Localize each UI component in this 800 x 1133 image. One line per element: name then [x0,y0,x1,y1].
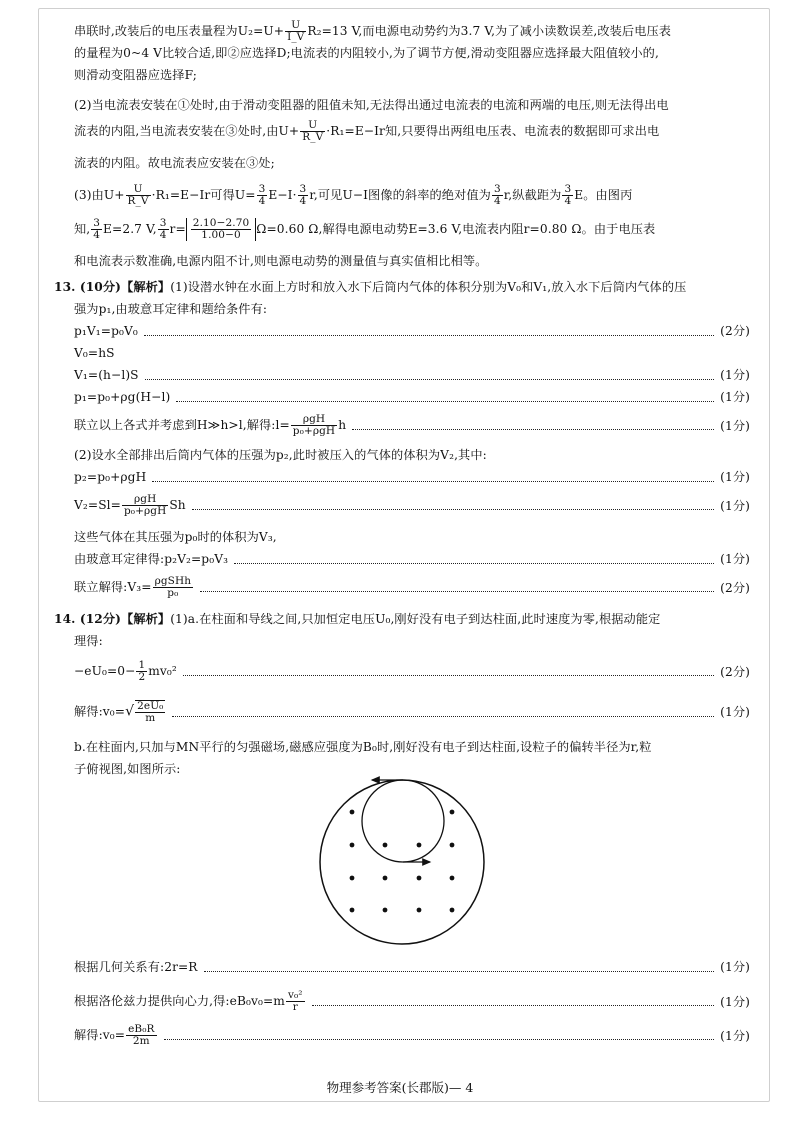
text-line-5: 流表的内阻,当电流表安装在③处时,由U+ $\frac{U}{R\_V}$ ·R₁=E−Ir知,只要得出两组电压表、电流表的数据即可求出电 [74,119,660,143]
text-line: 强为p₁,由玻意耳定律和题给条件有: [74,302,268,316]
equation-row: V₀=hS [74,346,115,360]
equation-row: 解得:v₀=√ $\frac{\text{2eU₀}}{m}$ (1分) [74,700,750,724]
page-footer: 物理参考答案(长郡版)— 4 [326,1080,474,1095]
score: (1分) [720,418,750,433]
score: (2分) [720,664,750,679]
score: (1分) [720,705,750,719]
equation-row: −eU₀=0− $\frac{1}{2}$ mv₀² (2分) [74,659,750,683]
fraction: $\frac{\text{eB₀R}}{2m}$ [128,1023,155,1047]
fraction: $\frac{2.10-2.70}{1.00-0}$ [192,217,250,241]
equation-row: 根据洛伦兹力提供向心力,得:eB₀v₀=m $\frac{\text{v₀²}}{r}$ (1分) [74,989,750,1013]
text-line: 子俯视图,如图所示: [74,762,181,776]
score: (1分) [720,994,750,1009]
equation-row: p₂=p₀+ρgH (1分) [74,470,750,484]
text-line: 这些气体在其压强为p₀时的体积为V₃, [74,530,277,544]
electron-orbit-circle [362,780,444,862]
fraction: $\frac{3}{4}$ [93,217,101,241]
equation-row: 联立解得:V₃= $\frac{\text{ρgSHh}}{\text{p₀}}$ (2分) [74,575,750,599]
fraction: $\frac{\text{ρgSHh}}{\text{p₀}}$ [154,575,192,599]
score: (1分) [720,368,750,382]
score: (1分) [720,470,750,484]
equation-row: V₂=Sl= $\frac{\text{ρgH}}{\text{p₀+ρgH}}$ Sh (1分) [74,493,750,517]
score: (1分) [720,1028,750,1043]
equation-row: 根据几何关系有:2r=R (1分) [74,960,750,974]
score: (1分) [720,498,750,513]
text-line-9: 和电流表示数准确,电源内阻不计,则电源电动势的测量值与真实值相比相等。 [74,254,488,268]
equation-row: 联立以上各式并考虑到H≫h>l,解得:l= $\frac{\text{ρgH}}{\text{p₀+ρgH}}$ h (1分) [74,413,750,437]
field-dots [350,810,455,913]
text-line-4: (2)当电流表安装在①处时,由于滑动变阻器的阻值未知,无法得出通过电流表的电流和两端的电压,则无法得出电 [74,98,669,112]
equation-row: V₁=(h−l)S (1分) [74,368,750,382]
fraction: $\frac{3}{4}$ [299,183,307,207]
absolute-value [186,218,256,241]
fraction: $\frac{\text{ρgH}}{\text{p₀+ρgH}}$ [123,493,167,517]
text-line-6: 流表的内阻。故电流表应安装在③处; [74,156,275,170]
question-14-header: 14. (12分)【解析】(1)a.在柱面和导线之间,只加恒定电压U₀,刚好没有电子到达柱面,此时速度为零,根据动能定 [54,612,661,626]
text-line-8: 知, $\frac{3}{4}$ E=2.7 V, $\frac{3}{4}$ r= $\frac{2.10-2.70}{1.00-0}$ Ω=0.60 Ω,解得电源电动势E=3.6 V,电流表内阻r=0.80 Ω。由于电压表 [74,217,656,241]
magnetic-field-diagram [312,770,492,950]
fraction: $\frac{3}{4}$ [493,183,501,207]
fraction: $\frac{3}{4}$ [564,183,572,207]
text-line-1: 串联时,改装后的电压表量程为U₂=U+ $\frac{U}{I\_V}$ R₂=13 V,而电源电动势约为3.7 V,为了减小读数误差,改装后电压表 [74,19,672,43]
score: (2分) [720,324,750,338]
fraction: $\frac{\text{v₀²}}{r}$ [287,989,303,1013]
question-13-header: 13. (10分)【解析】(1)设潜水钟在水面上方时和放入水下后筒内气体的体积分别为V₀和V₁,放入水下后筒内气体的压 [54,280,687,294]
score: (1分) [720,552,750,566]
fraction: $\frac{\text{ρgH}}{\text{p₀+ρgH}}$ [292,413,336,437]
equation-row: 解得:v₀= $\frac{\text{eB₀R}}{2m}$ (1分) [74,1023,750,1047]
equation-row: p₁V₁=p₀V₀ (2分) [74,324,750,338]
equation-row: 由玻意耳定律得:p₂V₂=p₀V₃ (1分) [74,552,750,566]
fraction: $\frac{1}{2}$ [138,659,146,683]
text-line: (2)设水全部排出后筒内气体的压强为p₂,此时被压入的气体的体积为V₂,其中: [74,448,487,462]
text-line: 理得: [74,634,103,648]
score: (1分) [720,390,750,404]
text-line-2: 的量程为0~4 V比较合适,即②应选择D;电流表的内阻较小,为了调节方便,滑动变阻器应选择最大阻值较小的, [74,46,659,60]
fraction: $\frac{U}{I\_V}$ [287,19,305,43]
fraction: $\frac{\text{2eU₀}}{m}$ [137,700,164,724]
fraction: $\frac{U}{R\_V}$ [127,183,149,207]
text-line-7: (3)由U+ $\frac{U}{R\_V}$ ·R₁=E−Ir可得U= $\frac{3}{4}$ E−I· $\frac{3}{4}$ r,可见U−I图像的斜率的绝对值为 $\frac{3}{4}$ r,纵截距为 $\frac{3}{4}$ E。由图丙 [74,183,633,207]
score: (2分) [720,580,750,595]
text-line: b.在柱面内,只加与MN平行的匀强磁场,磁感应强度为B₀时,刚好没有电子到达柱面,设粒子的偏转半径为r,粒 [74,740,652,754]
text-line-3: 则滑动变阻器应选择F; [74,68,197,82]
score: (1分) [720,960,750,974]
fraction: $\frac{3}{4}$ [258,183,266,207]
equation-row: p₁=p₀+ρg(H−l) (1分) [74,390,750,404]
fraction: $\frac{3}{4}$ [159,217,167,241]
fraction: $\frac{U}{R\_V}$ [302,119,324,143]
